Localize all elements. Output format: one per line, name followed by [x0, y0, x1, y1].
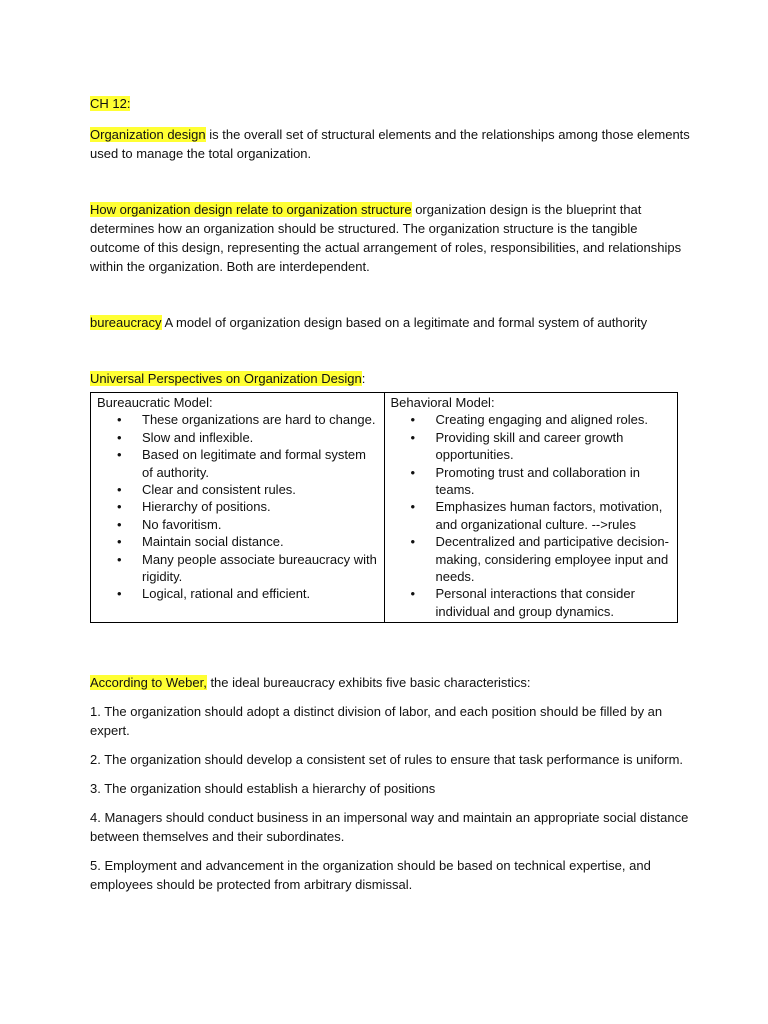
behavioral-model-list — [391, 411, 672, 620]
list-item-text: Hierarchy of positions. — [142, 499, 271, 515]
list-item-text: Clear and consistent rules. — [142, 482, 296, 498]
characteristic-item: 2. The organization should develop a consistent set of rules to ensure that task performance is uniform. — [90, 752, 684, 768]
bullet-icon: • — [410, 464, 416, 480]
list-item — [391, 533, 672, 585]
list-item — [97, 481, 378, 498]
list-item-text: Personal interactions that consider individual and group dynamics. — [435, 586, 635, 619]
list-item — [97, 533, 378, 550]
bureaucratic-model-cell — [91, 393, 385, 623]
list-item — [391, 411, 672, 428]
definition-organization-design — [90, 125, 690, 163]
characteristic-item: 1. The organization should adopt a distinct division of labor, and each position should be filled by an expert. — [90, 704, 663, 739]
bullet-icon: • — [410, 412, 416, 428]
list-item-text: These organizations are hard to change. — [142, 412, 376, 428]
definition-text: A model of organization design based on a legitimate and formal system of authority — [161, 315, 648, 330]
perspectives-heading-text: Universal Perspectives on Organization Design — [90, 371, 362, 386]
perspectives-heading-suffix: : — [361, 371, 366, 386]
bullet-icon: • — [410, 534, 416, 550]
list-item — [97, 429, 378, 446]
list-item-text: Maintain social distance. — [142, 534, 284, 550]
chapter-label: CH 12: — [90, 96, 131, 111]
bullet-icon: • — [117, 586, 122, 602]
list-item — [97, 411, 378, 428]
bullet-icon: • — [117, 447, 122, 463]
list-item-text: Slow and inflexible. — [142, 429, 254, 445]
list-item-text: Promoting trust and collaboration in teams. — [435, 464, 641, 498]
list-item-text: Decentralized and participative decision-making, considering employee input and needs. — [435, 534, 669, 585]
list-item — [97, 516, 378, 533]
chapter-heading — [90, 94, 690, 113]
characteristic-item: 4. Managers should conduct business in an impersonal way and maintain an appropriate social distance between themselves and their subordinates. — [90, 810, 689, 845]
table-row — [91, 393, 678, 623]
list-item — [391, 498, 672, 533]
document-page — [90, 94, 690, 904]
definition-bureaucracy — [90, 313, 690, 332]
weber-intro — [90, 673, 690, 692]
bullet-icon: • — [117, 516, 122, 532]
definition-term: Organization design — [90, 127, 206, 142]
bullet-icon: • — [410, 429, 416, 445]
list-item — [97, 551, 378, 586]
list-item — [391, 429, 672, 464]
behavioral-model-cell — [384, 393, 678, 623]
list-item — [97, 498, 378, 515]
bullet-icon: • — [117, 429, 122, 445]
list-item — [97, 446, 378, 481]
list-item-text: No favoritism. — [142, 516, 222, 532]
bullet-icon: • — [410, 499, 416, 515]
characteristic-item: 3. The organization should establish a hierarchy of positions — [90, 781, 436, 797]
bullet-icon: • — [117, 482, 122, 498]
list-item — [97, 585, 378, 602]
bullet-icon: • — [117, 499, 122, 515]
characteristic-item: 5. Employment and advancement in the organization should be based on technical expertise, and employees should be protected from arbitrary dismissal. — [90, 858, 651, 893]
weber-term: According to Weber, — [90, 675, 207, 691]
list-item-text: Creating engaging and aligned roles. — [435, 412, 648, 428]
definition-term: bureaucracy — [90, 315, 162, 330]
bullet-icon: • — [410, 586, 416, 602]
bureaucratic-model-list — [97, 411, 378, 602]
list-item — [391, 464, 672, 499]
bullet-icon: • — [117, 551, 122, 567]
bullet-icon: • — [117, 412, 122, 428]
column-title: Behavioral Model: — [390, 395, 495, 410]
bullet-icon: • — [117, 534, 122, 550]
definition-text: is the overall set of structural elements and the relationships among those elements used to manage the total organization. — [90, 127, 690, 161]
list-item — [391, 585, 672, 620]
list-item-text: Many people associate bureaucracy with rigidity. — [142, 551, 377, 585]
perspectives-heading — [90, 369, 690, 388]
perspectives-table — [90, 392, 678, 623]
definition-design-vs-structure — [90, 200, 690, 276]
definition-term: How organization design relate to organization structure — [90, 202, 412, 217]
list-item-text: Based on legitimate and formal system of authority. — [142, 447, 366, 480]
list-item-text: Providing skill and career growth opportunities. — [435, 429, 624, 463]
column-title: Bureaucratic Model: — [97, 395, 213, 410]
weber-intro-text: the ideal bureaucracy exhibits five basic characteristics: — [206, 675, 531, 691]
list-item-text: Logical, rational and efficient. — [142, 586, 311, 602]
definition-text: organization design is the blueprint that determines how an organization should be structured. The organization structure is the tangible outcome of this design, representing the actual arrangement of roles, responsibilities, and relationships within the organization. Both are interdependent. — [90, 202, 682, 274]
list-item-text: Emphasizes human factors, motivation, and organizational culture. -->rules — [435, 499, 663, 532]
